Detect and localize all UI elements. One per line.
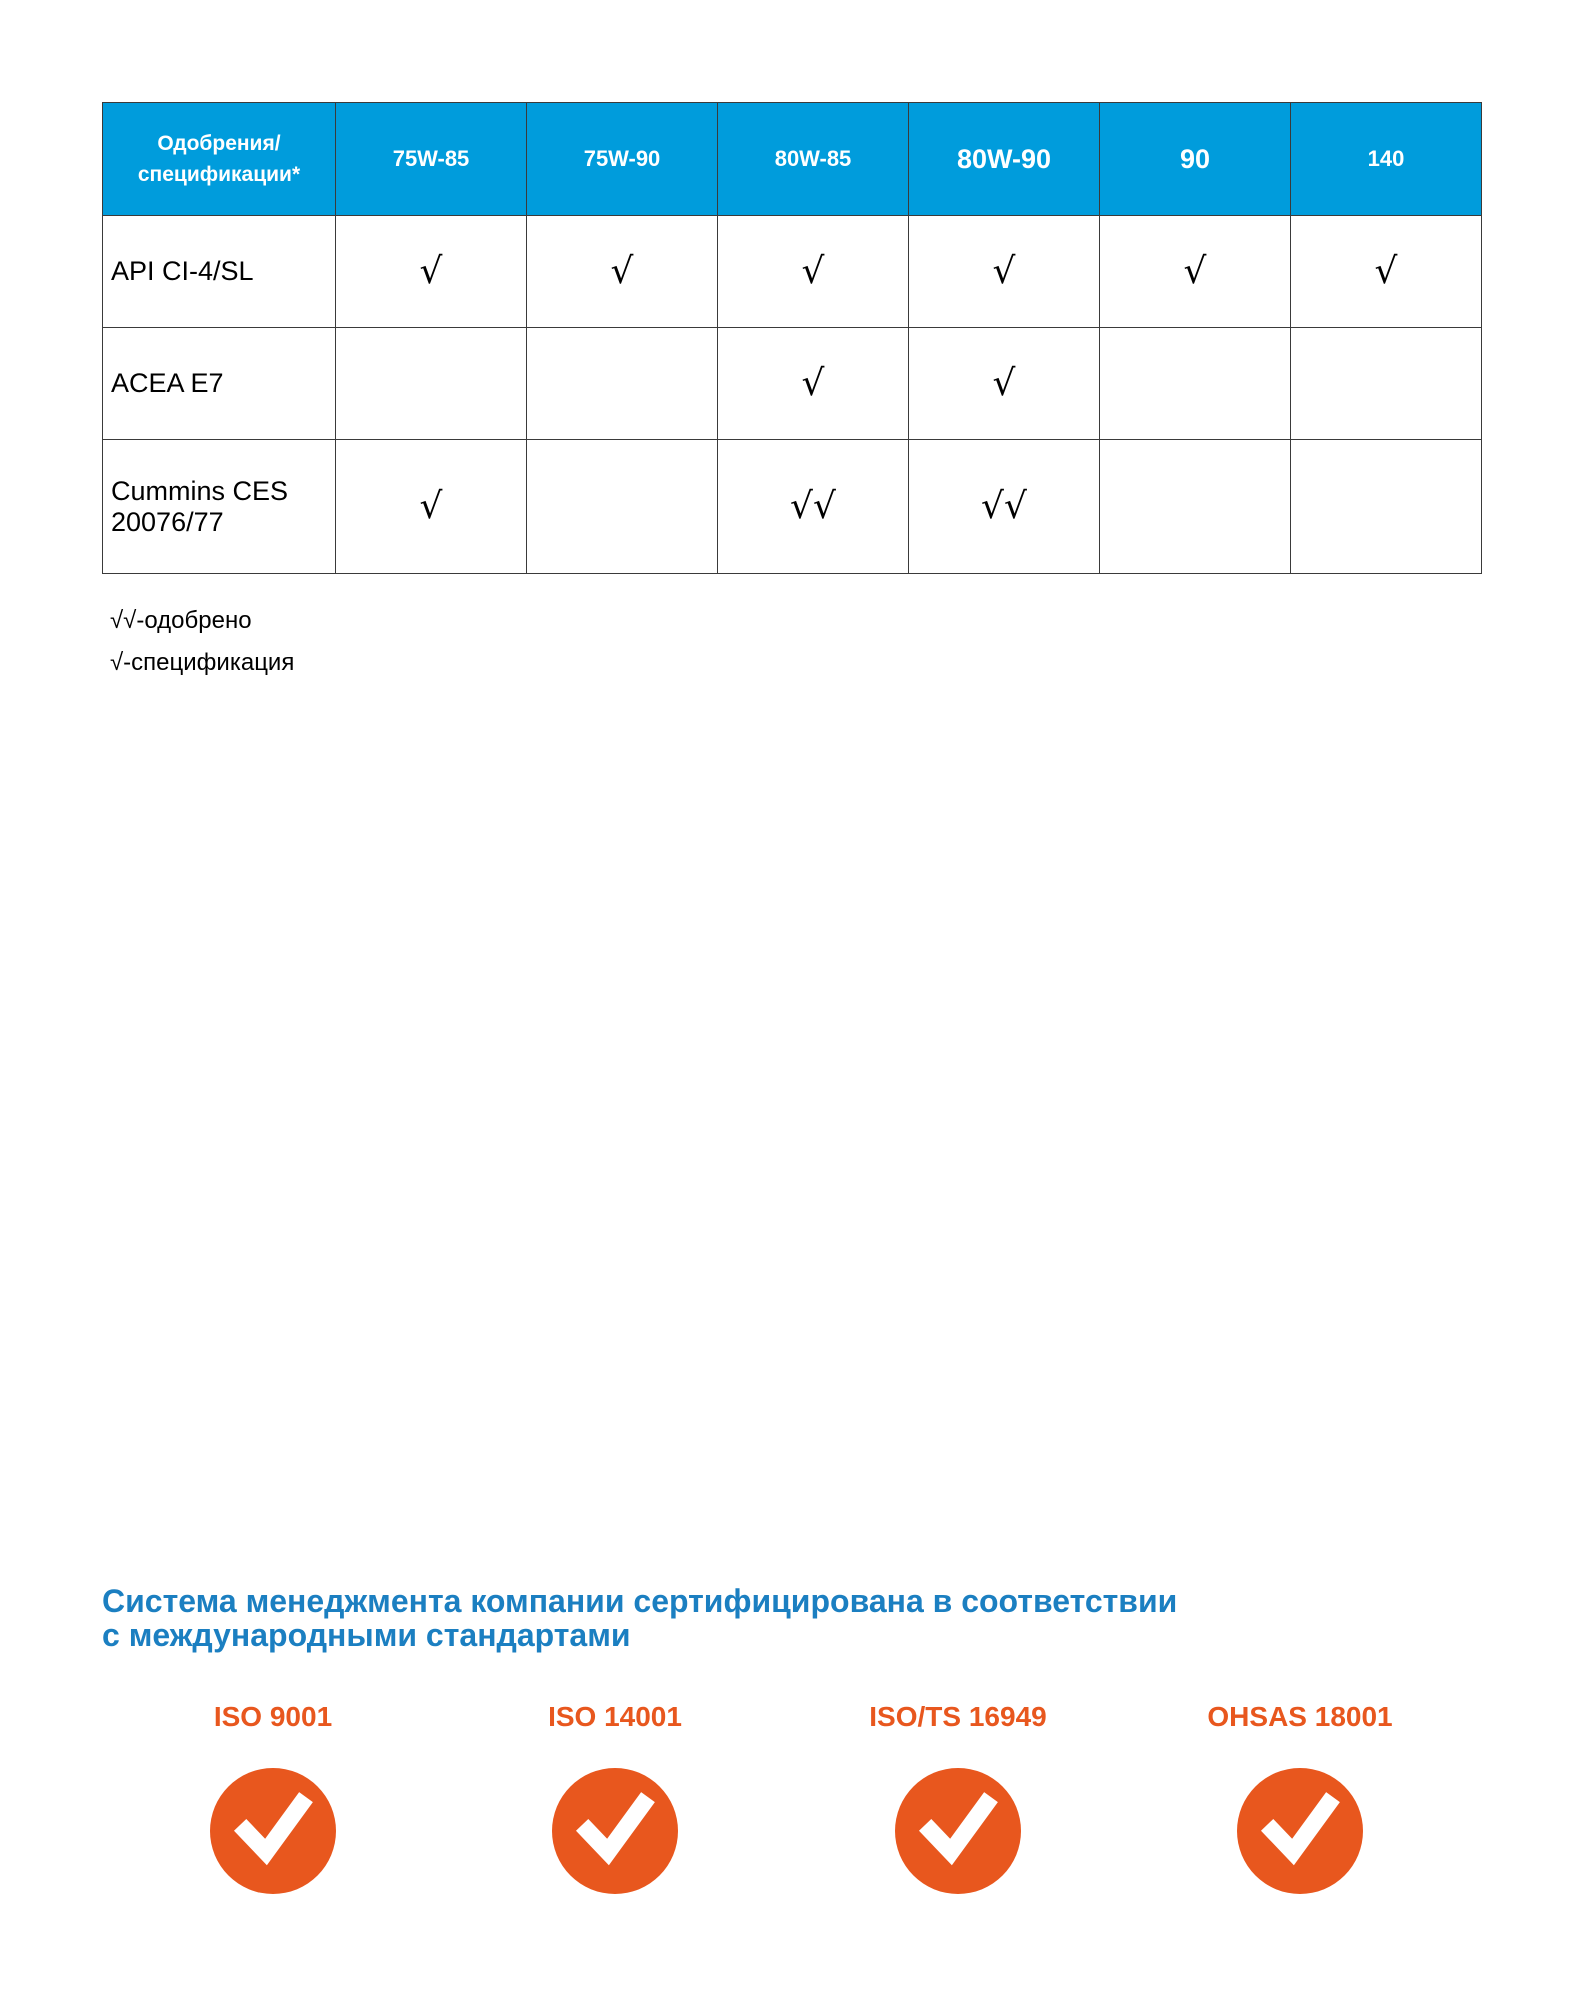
header-90: 90 — [1100, 103, 1291, 216]
cert-ohsas-18001 — [1130, 1700, 1470, 1894]
check-cell — [1100, 328, 1291, 440]
cert-iso-9001 — [103, 1700, 443, 1894]
check-cell: √ — [718, 328, 909, 440]
check-cell: √ — [718, 216, 909, 328]
header-80w-85: 80W-85 — [718, 103, 909, 216]
check-cell: √ — [909, 328, 1100, 440]
legend-approved: √√-одобрено — [110, 607, 252, 634]
cert-name: ISO 14001 — [548, 1701, 682, 1732]
check-cell: √√ — [718, 440, 909, 574]
row-label-cummins: Cummins CES 20076/77 — [103, 440, 336, 574]
check-circle-icon — [895, 1768, 1021, 1894]
header-80w-90: 80W-90 — [909, 103, 1100, 216]
cert-name: ISO/TS 16949 — [869, 1701, 1047, 1732]
check-circle-icon — [1237, 1768, 1363, 1894]
row-label-api: API CI-4/SL — [103, 216, 336, 328]
header-75w-85: 75W-85 — [336, 103, 527, 216]
check-cell — [527, 440, 718, 574]
check-cell: √ — [1291, 216, 1482, 328]
check-cell: √ — [909, 216, 1100, 328]
header-approvals: Одобрения/ спецификации* — [103, 103, 336, 216]
check-cell: √ — [336, 440, 527, 574]
certification-heading — [102, 1584, 1402, 1652]
header-140: 140 — [1291, 103, 1482, 216]
spec-table — [102, 102, 1482, 574]
check-circle-icon — [552, 1768, 678, 1894]
row-label-acea: ACEA E7 — [103, 328, 336, 440]
check-cell: √√ — [909, 440, 1100, 574]
table-row — [103, 328, 1482, 440]
legend-specification: √-спецификация — [110, 649, 295, 676]
check-cell: √ — [527, 216, 718, 328]
cert-iso-ts-16949 — [788, 1700, 1128, 1894]
check-circle-icon — [210, 1768, 336, 1894]
header-75w-90: 75W-90 — [527, 103, 718, 216]
cert-iso-14001 — [445, 1700, 785, 1894]
check-cell — [1291, 328, 1482, 440]
check-cell: √ — [336, 216, 527, 328]
check-cell — [1291, 440, 1482, 574]
check-cell — [1100, 440, 1291, 574]
certification-heading-line1: Система менеджмента компании сертифицирована в соответствии — [102, 1583, 1178, 1619]
check-cell: √ — [1100, 216, 1291, 328]
cert-name: OHSAS 18001 — [1207, 1701, 1393, 1732]
table-row — [103, 216, 1482, 328]
certification-heading-line2: с международными стандартами — [102, 1617, 631, 1653]
check-cell — [527, 328, 718, 440]
legend — [110, 600, 294, 684]
table-header-row — [103, 103, 1482, 216]
cert-name: ISO 9001 — [213, 1701, 333, 1732]
table-row — [103, 440, 1482, 574]
check-cell — [336, 328, 527, 440]
